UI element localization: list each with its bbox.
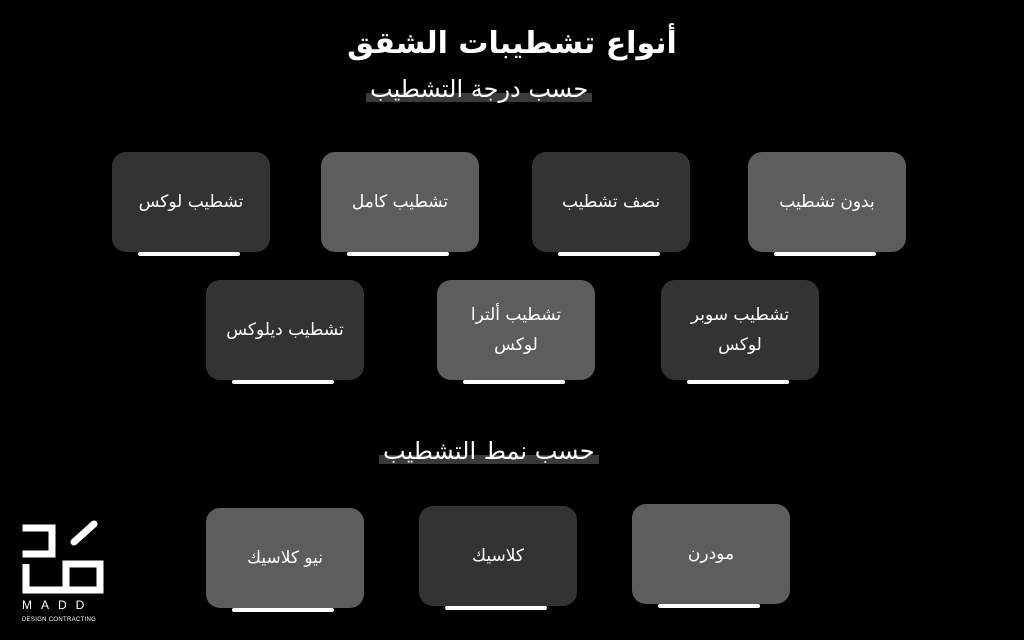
card-underline	[347, 252, 449, 256]
card-no-finishing	[748, 152, 906, 252]
section-heading-text: حسب درجة التشطيب	[370, 75, 589, 103]
card-label: مودرن	[687, 544, 735, 564]
madd-logo	[22, 518, 112, 594]
card-underline	[463, 380, 565, 384]
card-label: تشطيب سوبر لوكس	[690, 305, 790, 355]
card-label: تشطيب ألترا لوكس	[470, 305, 562, 355]
card-modern	[632, 504, 790, 604]
card-lux-finishing	[112, 152, 270, 252]
card-label: بدون تشطيب	[779, 192, 875, 212]
logo-name: MADD	[22, 598, 94, 612]
logo-tagline: DESIGN CONTRACTING	[22, 617, 97, 623]
card-half-finishing	[532, 152, 690, 252]
card-label: تشطيب كامل	[351, 192, 449, 212]
card-ultra-lux-finishing	[437, 280, 595, 380]
section-heading-finishing-style	[383, 436, 595, 466]
card-deluxe-finishing	[206, 280, 364, 380]
card-underline	[232, 608, 334, 612]
card-full-finishing	[321, 152, 479, 252]
card-underline	[687, 380, 789, 384]
card-underline	[658, 604, 760, 608]
card-neo-classic	[206, 508, 364, 608]
madd-logo-mark-icon	[22, 518, 112, 594]
page-title: أنواع تشطيبات الشقق	[347, 26, 677, 61]
section-heading-finishing-level	[370, 74, 588, 104]
card-super-lux-finishing	[661, 280, 819, 380]
card-underline	[558, 252, 660, 256]
card-underline	[232, 380, 334, 384]
card-label: نيو كلاسيك	[247, 548, 323, 568]
card-underline	[774, 252, 876, 256]
card-underline	[445, 606, 547, 610]
card-label: تشطيب ديلوكس	[226, 320, 344, 340]
card-label: نصف تشطيب	[561, 192, 661, 212]
card-label: تشطيب لوكس	[138, 192, 244, 212]
section-heading-text: حسب نمط التشطيب	[383, 437, 595, 465]
card-label: كلاسيك	[472, 546, 524, 566]
card-underline	[138, 252, 240, 256]
card-classic	[419, 506, 577, 606]
